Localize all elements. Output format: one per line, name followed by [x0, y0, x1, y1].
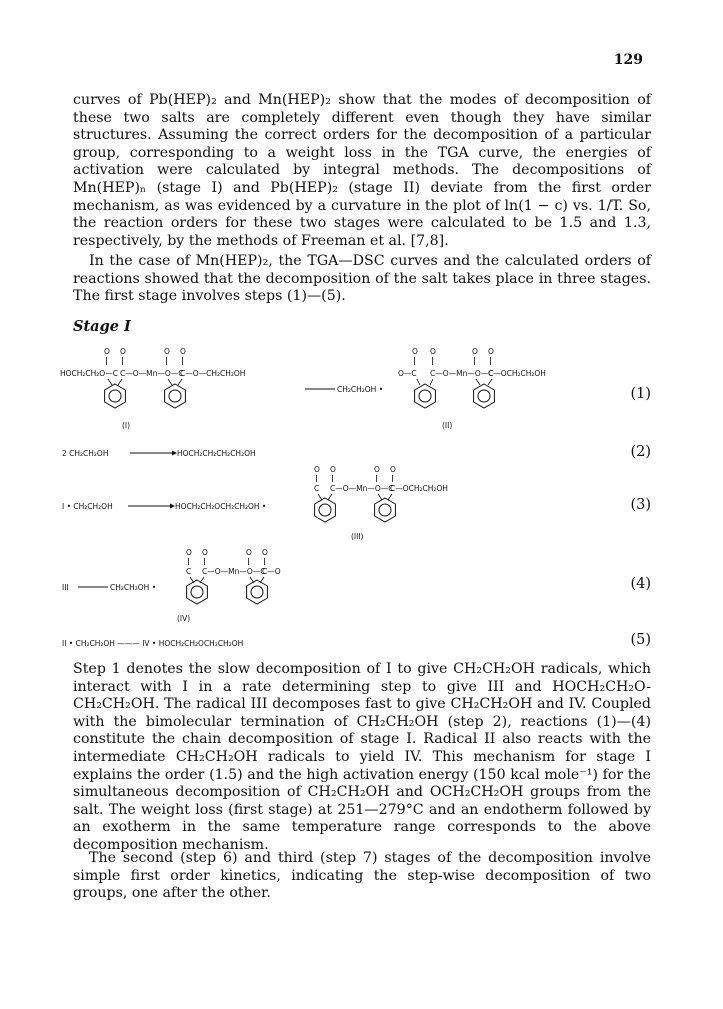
- eq1-product-right: C—OCH₂CH₂OH: [488, 369, 546, 378]
- page-number: 129: [613, 52, 643, 68]
- equation-number-2: (2): [630, 444, 651, 460]
- carbonyl-oxygen: O: [430, 347, 436, 356]
- reaction-4: [62, 548, 281, 623]
- carbonyl-oxygen: O: [104, 347, 110, 356]
- body-paragraph-1: curves of Pb(HEP)₂ and Mn(HEP)₂ show that the modes of decomposition of these two salts are completely different even though they have similar structures. Assuming the correct orders for the decomposition of a particular group, corresponding to a weight loss in the TGA curve, the energies of activation were calculated by integral methods. The decompositions of Mn(HEP)ₙ (stage I) and Pb(HEP)₂ (stage II) deviate from the first order mechanism, as was evidenced by a curvature in the plot of ln(1 − c) vs. 1/T. So, the reaction orders for these two stages were calculated to be 1.5 and 1.3, respectively, by the methods of Freeman et al. [7,8].: [73, 92, 651, 249]
- label-compound-IV: (IV): [177, 614, 191, 623]
- carbonyl-oxygen: O: [180, 347, 186, 356]
- body-paragraph-4: The second (step 6) and third (step 7) stages of the decomposition involve simple first order kinetics, indicating the step-wise decomposition of two groups, one after the other.: [73, 850, 651, 902]
- eq3-product-right: C—OCH₂CH₂OH: [390, 484, 448, 493]
- eq3-product-mid: C—O—Mn—O—C: [330, 484, 394, 493]
- eq2-reactant: 2 CH₂CH₂OH: [62, 449, 109, 458]
- eq4-byproduct: CH₂CH₂OH •: [110, 583, 157, 592]
- eq4-reactant: III: [62, 583, 69, 592]
- eq4-product-mid: C—O—Mn—O—C: [202, 567, 266, 576]
- eq3-products: HOCH₂CH₂OCH₂CH₂OH •: [175, 502, 267, 511]
- equation-number-5: (5): [630, 632, 651, 648]
- carbonyl-oxygen: O: [390, 465, 396, 474]
- body-paragraph-2: In the case of Mn(HEP)₂, the TGA—DSC curves and the calculated orders of reactions showed that the decomposition of the salt takes place in three stages. The first stage involves steps (1)—(5).: [73, 253, 651, 305]
- carbonyl-oxygen: O: [412, 347, 418, 356]
- reaction-1: [60, 347, 546, 430]
- carbonyl-oxygen: O: [330, 465, 336, 474]
- label-compound-III: (III): [351, 532, 364, 541]
- stage-heading: Stage I: [73, 318, 131, 335]
- equation-number-3: (3): [630, 497, 651, 513]
- carbonyl-oxygen: O: [488, 347, 494, 356]
- carbonyl-oxygen: O: [164, 347, 170, 356]
- eq2-product: HOCH₂CH₂CH₂CH₂OH: [177, 449, 256, 458]
- carbonyl-oxygen: O: [246, 548, 252, 557]
- eq1-product-left: O—C: [398, 369, 417, 378]
- equation-number-4: (4): [630, 576, 651, 592]
- eq3-product-left: C: [314, 484, 320, 493]
- eq1-left-group: HOCH₂CH₂O—C: [60, 369, 118, 378]
- eq1-right-group: C—O—CH₂CH₂OH: [180, 369, 246, 378]
- carbonyl-oxygen: O: [186, 548, 192, 557]
- carbonyl-oxygen: O: [120, 347, 126, 356]
- carbonyl-oxygen: O: [314, 465, 320, 474]
- reaction-3: [62, 465, 448, 541]
- reaction-scheme: [60, 340, 660, 655]
- carbonyl-oxygen: O: [472, 347, 478, 356]
- eq5-text: II • CH₂CH₂OH ——— IV • HOCH₂CH₂OCH₂CH₂OH: [62, 639, 244, 648]
- carbonyl-oxygen: O: [202, 548, 208, 557]
- eq3-reactants: I • CH₂CH₂OH: [62, 502, 113, 511]
- equation-number-1: (1): [630, 386, 651, 402]
- eq4-product-left: C: [186, 567, 192, 576]
- reaction-2: [62, 449, 256, 458]
- eq1-byproduct: CH₂CH₂OH •: [337, 385, 384, 394]
- eq1-mid-group: C—O—Mn—O—C: [120, 369, 184, 378]
- reaction-5: [62, 639, 243, 648]
- label-compound-I: (I): [122, 421, 131, 430]
- carbonyl-oxygen: O: [374, 465, 380, 474]
- carbonyl-oxygen: O: [262, 548, 268, 557]
- body-paragraph-3: Step 1 denotes the slow decomposition of I to give CH₂CH₂OH radicals, which interact with I in a rate determining step to give III and HOCH₂CH₂O-CH₂CH₂OH. The radical III decomposes fast to give CH₂CH₂OH and IV. Coupled with the bimolecular termination of CH₂CH₂OH (step 2), reactions (1)—(4) constitute the chain decomposition of stage I. Radical II also reacts with the intermediate CH₂CH₂OH radicals to yield IV. This mechanism for stage I explains the order (1.5) and the high activation energy (150 kcal mole⁻¹) for the simultaneous decomposition of CH₂CH₂OH and OCH₂CH₂OH groups from the salt. The weight loss (first stage) at 251—279°C and an endotherm followed by an exotherm in the same temperature range corresponds to the above decomposition mechanism.: [73, 661, 651, 853]
- eq4-product-right: C—O: [262, 567, 281, 576]
- label-compound-II: (II): [442, 421, 453, 430]
- eq1-product-mid: C—O—Mn—O—C: [430, 369, 494, 378]
